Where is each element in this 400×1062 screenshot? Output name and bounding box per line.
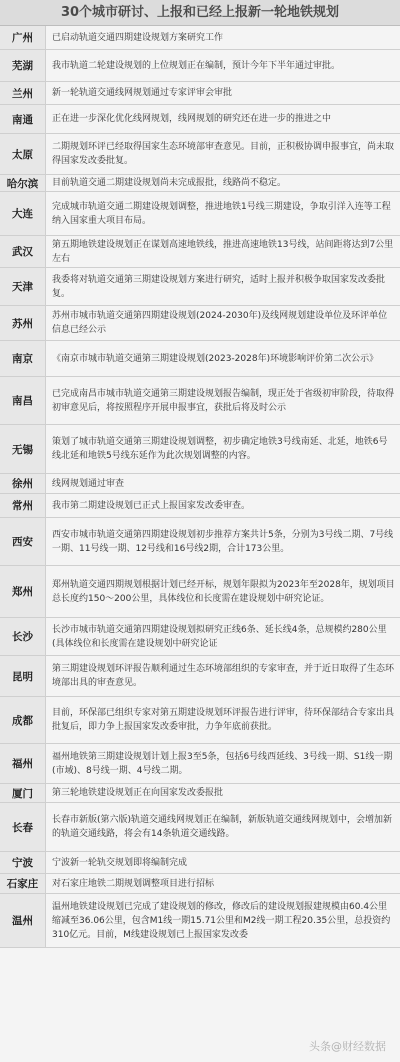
city-cell: 石家庄 [0,874,46,893]
city-cell: 成都 [0,697,46,743]
city-cell: 哈尔滨 [0,175,46,191]
city-cell: 大连 [0,192,46,235]
plan-status-text: 线网规划通过审查 [52,478,125,489]
table-row [0,134,400,175]
plan-status-cell [46,494,400,517]
plan-status-text: 策划了城市轨道交通第三期建设规划调整，初步确定地铁3号线南延、北延，地铁6号线北延和地铁5号线东延作为此次规划调整的内容。 [52,437,388,461]
plan-status-cell [46,656,400,696]
plan-status-cell [46,474,400,493]
plan-status-text: 福州地铁第三期建设规划计划上报3至5条，包括6号线西延线、3号线一期、S1线一期(市域)、8号线一期、4号线二期。 [52,751,393,776]
watermark: 头条@财经数据 [309,1040,386,1053]
city-cell: 武汉 [0,236,46,267]
plan-status-text: 二期规划环评已经取得国家生态环境部审查意见。目前，正积极协调申报事宜，尚未取得国家发改委批复。 [52,142,395,166]
plan-status-cell [46,341,400,376]
plan-status-cell [46,175,400,191]
table-row [0,852,400,874]
table-row [0,874,400,894]
plan-status-cell [46,566,400,617]
plan-status-text: 第三轮地铁建设规划正在向国家发改委报批 [52,788,224,798]
city-cell: 厦门 [0,784,46,802]
table-row [0,306,400,341]
table-row [0,341,400,377]
city-cell: 宁波 [0,852,46,873]
plan-status-text: 我委将对轨道交通第三期建设规划方案进行研究，适时上报并积极争取国家发改委批复。 [52,274,386,299]
plan-status-text: 郑州轨道交通四期规划根据计划已经开标，规划年限拟为2023年至2028年，规划项目总长度约150～200公里，具体线位和长度需在建设规划中研究论证。 [52,579,395,604]
city-cell: 广州 [0,26,46,49]
table-row [0,474,400,494]
table-row [0,50,400,82]
city-cell: 长沙 [0,618,46,655]
plan-status-cell [46,306,400,340]
document-title: 30个城市研讨、上报和已经上报新一轮地铁规划 [0,0,400,26]
plan-status-text: 目前，环保部已组织专家对第五期建设规划环评报告进行评审，待环保部结合专家出具批复后，即力争上报国家发改委审批，力争年底前获批。 [52,708,395,732]
plan-status-cell [46,26,400,49]
city-cell: 兰州 [0,82,46,104]
plan-status-text: 新一轮轨道交通线网规划通过专家评审会审批 [52,88,233,98]
table-row [0,494,400,518]
city-cell: 温州 [0,894,46,947]
plan-status-text: 温州地铁建设规划已完成了建设规划的修改，修改后的建设规划报建规模由60.4公里缩减至36.06公里，包含M1线一期15.71公里和M2线一期工程20.35公里，总投资约310亿元。目前，M线建设规划已上报国家发改委 [52,901,391,940]
table-row [0,377,400,425]
city-cell: 西安 [0,518,46,565]
table-row [0,236,400,268]
table-row [0,105,400,134]
plan-status-cell [46,425,400,473]
table-row [0,803,400,852]
plan-status-text: 西安市城市轨道交通第四期建设规划初步推荐方案共计5条，分别为3号线二期、7号线一期、11号线一期、12号线和16号线2期，合计173公里。 [52,529,394,554]
city-cell: 芜湖 [0,50,46,81]
plan-status-cell [46,377,400,424]
plan-status-text: 我市轨道二轮建设规划的上位规划正在编制，预计今年下半年通过审批。 [52,60,341,71]
plan-status-text: 我市第二期建设规划已正式上报国家发改委审查。 [52,500,251,511]
plan-status-text: 已完成南昌市城市轨道交通第三期建设规划报告编制，现正处于省级初审阶段，待取得初审意见后，将按照程序开展申报事宜，获批后将及时公示 [52,388,395,413]
plan-status-text: 长沙市城市轨道交通第四期建设规划拟研究正线6条、延长线4条，总规模约280公里(具体线位和长度需在建设规划中研究论证 [52,624,387,649]
city-cell: 南昌 [0,377,46,424]
plan-status-cell [46,894,400,947]
plan-status-text: 《南京市城市轨道交通第三期建设规划(2023-2028年)环境影响评价第二次公示》 [52,353,379,364]
plan-status-cell [46,192,400,235]
table-row [0,656,400,697]
city-cell: 郑州 [0,566,46,617]
table-row [0,82,400,105]
city-cell: 南通 [0,105,46,133]
table-row [0,894,400,948]
table-row [0,566,400,618]
table-row [0,192,400,236]
plan-status-cell [46,874,400,893]
plan-status-cell [46,618,400,655]
city-cell: 苏州 [0,306,46,340]
table-row [0,518,400,566]
plan-status-text: 第三期建设规划环评报告顺利通过生态环境部组织的专家审查，并于近日取得了生态环境部出具的审查意见。 [52,664,395,688]
city-cell: 长春 [0,803,46,851]
plan-status-text: 已启动轨道交通四期建设规划方案研究工作 [52,32,224,43]
plan-status-text: 长春市新版(第六版)轨道交通线网规划正在编制，新版轨道交通线网规划中，会增加新的轨道交通线路，将会有14条轨道交通线路。 [52,815,393,839]
table-row [0,618,400,656]
city-cell: 南京 [0,341,46,376]
city-cell: 天津 [0,268,46,305]
table-row [0,268,400,306]
plan-status-cell [46,268,400,305]
city-cell: 太原 [0,134,46,174]
city-cell: 无锡 [0,425,46,473]
city-cell: 昆明 [0,656,46,696]
plan-status-cell [46,105,400,133]
table-row [0,175,400,192]
city-cell: 常州 [0,494,46,517]
plan-status-cell [46,697,400,743]
table-row [0,26,400,50]
table-row [0,784,400,803]
plan-status-text: 完成城市轨道交通二期建设规划调整，推进地铁1号线三期建设，争取引洋入连等工程纳入国家重大项目布局。 [52,201,391,226]
plan-status-cell [46,50,400,81]
plan-status-text: 目前轨道交通二期建设规划尚未完成报批，线路尚不稳定。 [52,178,287,188]
plan-status-text: 第五期地铁建设规划正在谋划高速地铁线，推进高速地铁13号线，站间距将达到7公里左右 [52,239,394,264]
plan-status-cell [46,134,400,174]
city-cell: 福州 [0,744,46,783]
city-cell: 徐州 [0,474,46,493]
plan-status-cell [46,518,400,565]
plan-status-text: 宁波新一轮轨交规划即将编制完成 [52,857,188,868]
table-row [0,697,400,744]
table-row [0,744,400,784]
plan-status-text: 对石家庄地铁二期规划调整项目进行招标 [52,878,215,889]
plan-status-text: 正在进一步深化优化线网规划，线网规划的研究还在进一步的推进之中 [52,114,332,124]
plan-status-cell [46,82,400,104]
plan-status-cell [46,744,400,783]
plan-status-cell [46,803,400,851]
plan-status-text: 苏州市城市轨道交通第四期建设规划(2024-2030年)及线网规划建设单位及环评单位信息已经公示 [52,311,388,335]
plan-table [0,26,400,948]
plan-status-cell [46,852,400,873]
plan-status-cell [46,784,400,802]
table-row [0,425,400,474]
plan-status-cell [46,236,400,267]
